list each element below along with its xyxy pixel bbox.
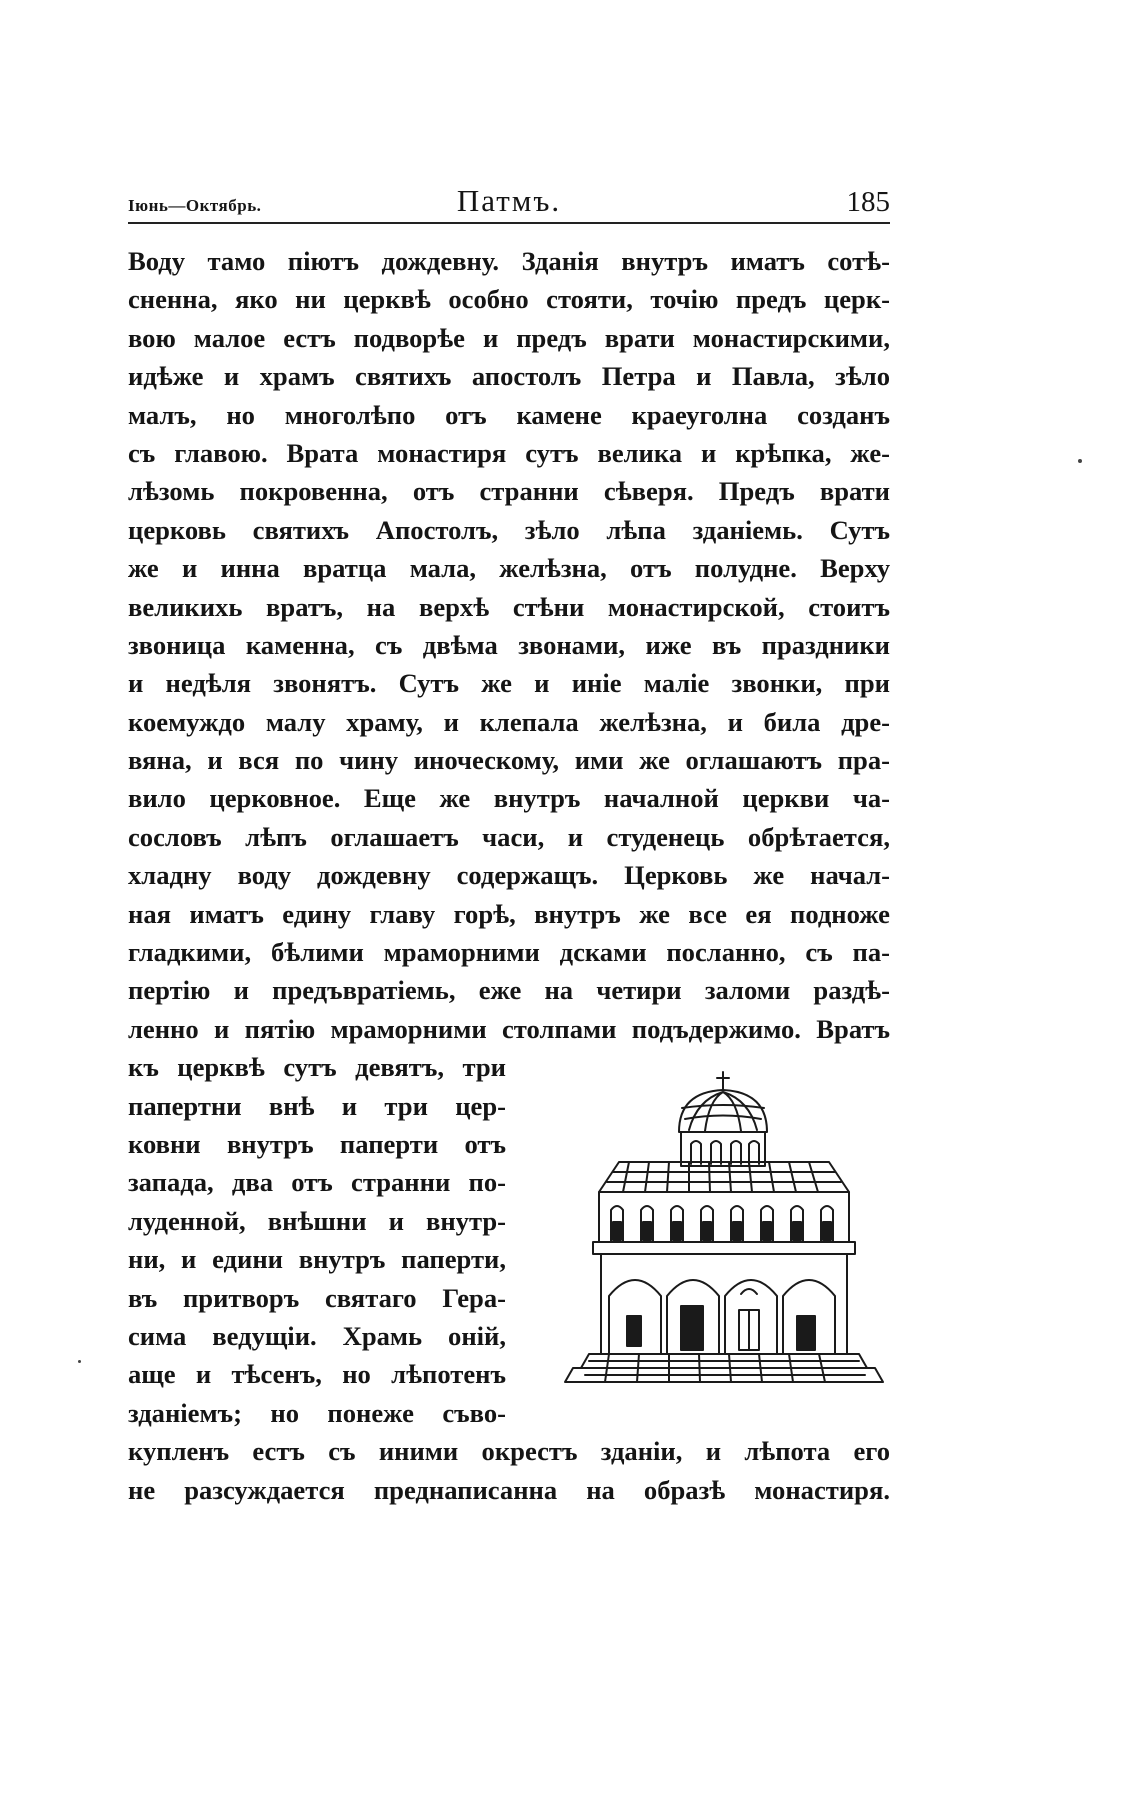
text-line-last: не разсуждается преднаписанна на образѣ монастиря.	[128, 1474, 890, 1505]
text-line: вою малое естъ подворѣе и предъ врати монастирскими,	[128, 322, 890, 353]
text-line: ленно и пятію мраморними столпами подъдержимо. Вратъ	[128, 1013, 890, 1044]
text-line: пертію и предъвратіемь, еже на четири заломи раздѣ-	[128, 975, 890, 1006]
text-line: идѣже и храмъ святихъ апостолъ Петра и Павла, зѣло	[128, 361, 890, 392]
wrapped-text-line: къ церквѣ сутъ девятъ, три	[128, 1052, 506, 1083]
text-line: сословъ лѣпъ оглашаетъ часи, и студенець обрѣтается,	[128, 821, 890, 852]
text-line: ная иматъ едину главу горѣ, внутръ же все ея подноже	[128, 898, 890, 929]
wrapped-text-line: въ притворъ святаго Гера-	[128, 1282, 506, 1313]
wrapped-text-line: папертни внѣ и три цер-	[128, 1090, 506, 1121]
dome-icon	[679, 1090, 767, 1132]
running-head	[128, 178, 890, 224]
text-line: церковь святихъ Апостолъ, зѣло лѣпа зданіемь. Сутъ	[128, 514, 890, 545]
text-line: хладну воду дождевну содержащъ. Церковь же начал-	[128, 860, 890, 891]
header-title: Патмъ.	[456, 183, 562, 218]
text-line: вило церковное. Еще же внутръ началной церкви ча-	[128, 783, 890, 814]
text-line: вяна, и вся по чину иноческому, ими же оглашаютъ пра-	[128, 745, 890, 776]
text-line: звоница каменна, съ двѣма звонами, иже въ праздники	[128, 629, 890, 660]
text-line: великихь вратъ, на верхѣ стѣни монастирской, стоитъ	[128, 591, 890, 622]
text-line: купленъ естъ съ иними окрестъ зданіи, и лѣпота его	[128, 1436, 890, 1467]
wrapped-text-line: сима ведущіи. Храмь оній,	[128, 1320, 506, 1351]
text-line: лѣзомь покровенна, отъ странни сѣверя. Предъ врати	[128, 476, 890, 507]
wrapped-text-line: луденной, внѣшни и внутр-	[128, 1205, 506, 1236]
wrapped-text-line: зданіемъ; но понеже съво-	[128, 1397, 506, 1428]
ink-speck	[1078, 459, 1082, 463]
church-illustration	[549, 1064, 892, 1428]
church-drawing	[549, 1064, 892, 1428]
header-months: Іюнь—Октябрь.	[128, 196, 262, 215]
text-line: же и инна вратца мала, желѣзна, отъ полудне. Верху	[128, 553, 890, 584]
text-line: съ главою. Врата монастиря сутъ велика и крѣпка, же-	[128, 437, 890, 468]
text-line: и недѣля звонятъ. Сутъ же и иніе маліе звонки, при	[128, 668, 890, 699]
wrapped-text-line: ни, и едини внутръ паперти,	[128, 1244, 506, 1275]
wrapped-text-line: запада, два отъ странни по-	[128, 1167, 506, 1198]
page-number: 185	[846, 186, 890, 218]
text-line: гладкими, бѣлими мраморними дсками посланно, съ па-	[128, 937, 890, 968]
text-line: сненна, яко ни церквѣ особно стояти, точію предъ церк-	[128, 284, 890, 315]
wrapped-text-line: ковни внутръ паперти отъ	[128, 1128, 506, 1159]
text-line: Воду тамо піютъ дождевну. Зданія внутръ иматъ сотѣ-	[128, 246, 890, 276]
ink-speck	[78, 1360, 81, 1363]
text-line: коемуждо малу храму, и клепала желѣзна, и била дре-	[128, 706, 890, 737]
book-page	[128, 178, 890, 1505]
text-line: малъ, но многолѣпо отъ камене краеуголна созданъ	[128, 399, 890, 430]
wrapped-text-line: аще и тѣсенъ, но лѣпотенъ	[128, 1359, 506, 1390]
